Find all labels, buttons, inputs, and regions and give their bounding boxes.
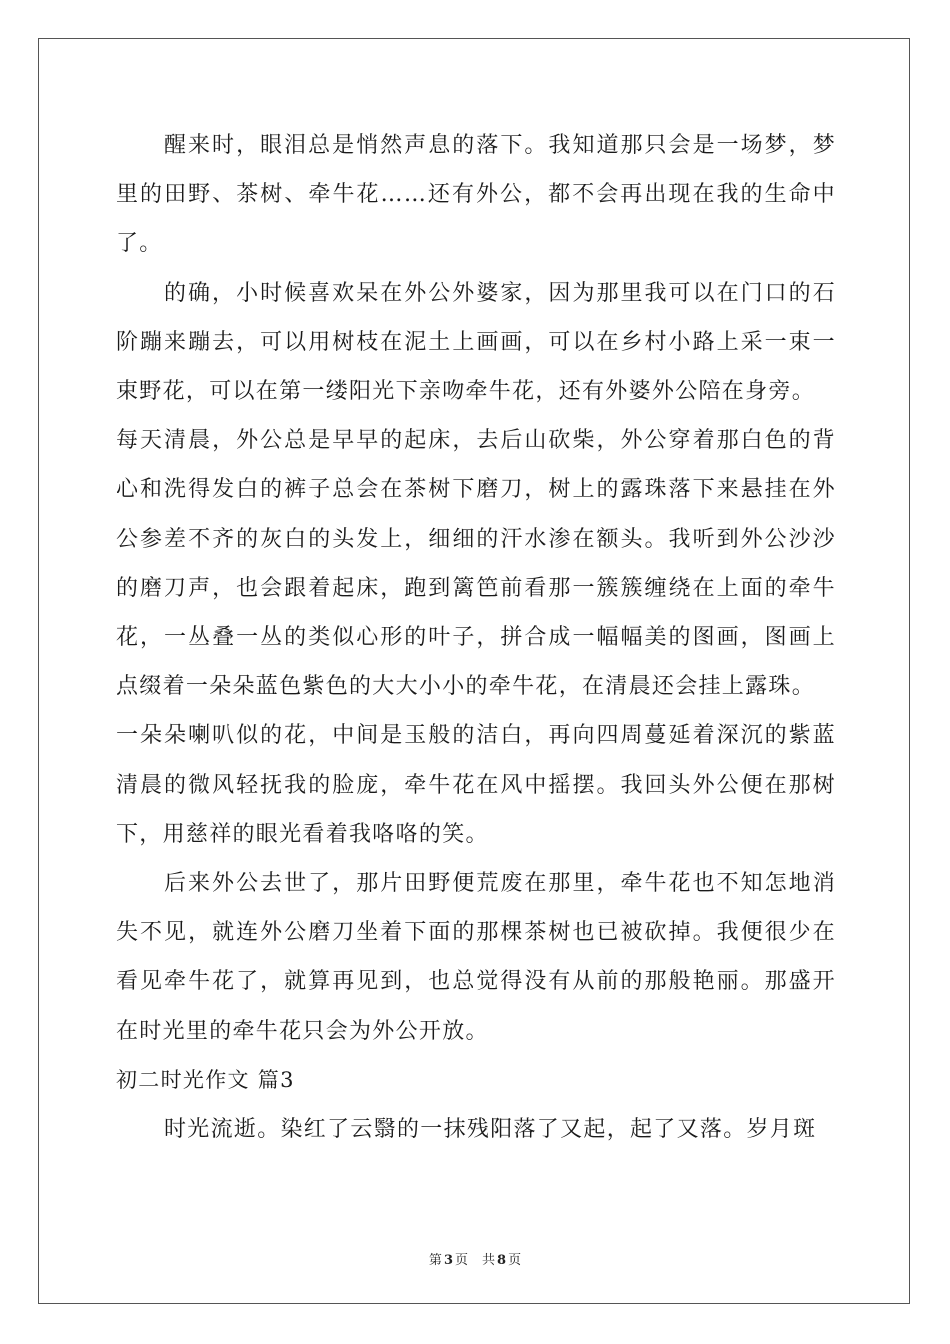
paragraph-4: 一朵朵喇叭似的花，中间是玉般的洁白，再向四周蔓延着深沉的紫蓝清晨的微风轻抚我的脸庞，牵牛花在风中摇摆。我回头外公便在那树下，用慈祥的眼光看着我咯咯的笑。 [116,723,836,847]
paragraph-5: 后来外公去世了，那片田野便荒废在那里，牵牛花也不知怎地消失不见，就连外公磨刀坐着下面的那棵茶树也已被砍掉。我便很少在看见牵牛花了，就算再见到，也总觉得没有从前的那般艳丽。那盛开在时光里的牵牛花只会为外公开放。 [116,871,836,1044]
document-body [116,121,836,1154]
footer-page-prefix: 第 [428,1253,442,1268]
footer-page-number: 3 [443,1253,453,1268]
section-heading: 初二时光作文 篇3 [116,1067,295,1092]
paragraph-1: 醒来时，眼泪总是悄然声息的落下。我知道那只会是一场梦，梦里的田野、茶树、牵牛花……还有外公，都不会再出现在我的生命中了。 [116,133,836,257]
paragraph-3: 每天清晨，外公总是早早的起床，去后山砍柴，外公穿着那白色的背心和洗得发白的裤子总会在茶树下磨刀，树上的露珠落下来悬挂在外公参差不齐的灰白的头发上，细细的汗水渗在额头。我听到外公沙沙的磨刀声，也会跟着起床，跑到篱笆前看那一簇簇缠绕在上面的牵牛花，一丛叠一丛的类似心形的叶子，拼合成一幅幅美的图画，图画上点缀着一朵朵蓝色紫色的大大小小的牵牛花，在清晨还会挂上露珠。 [116,428,836,700]
paragraph-6: 时光流逝。染红了云翳的一抹残阳落了又起，起了又落。岁月斑 [164,1117,817,1143]
footer-total-pages: 8 [497,1253,507,1268]
footer-page-suffix: 页 [454,1253,468,1268]
footer-total-prefix: 共 [482,1253,496,1268]
paragraph-2: 的确，小时候喜欢呆在外公外婆家，因为那里我可以在门口的石阶蹦来蹦去，可以用树枝在泥土上画画，可以在乡村小路上采一束一束野花，可以在第一缕阳光下亲吻牵牛花，还有外婆外公陪在身旁。 [116,280,836,405]
page-footer [0,1249,950,1268]
footer-total-suffix: 页 [508,1253,522,1268]
